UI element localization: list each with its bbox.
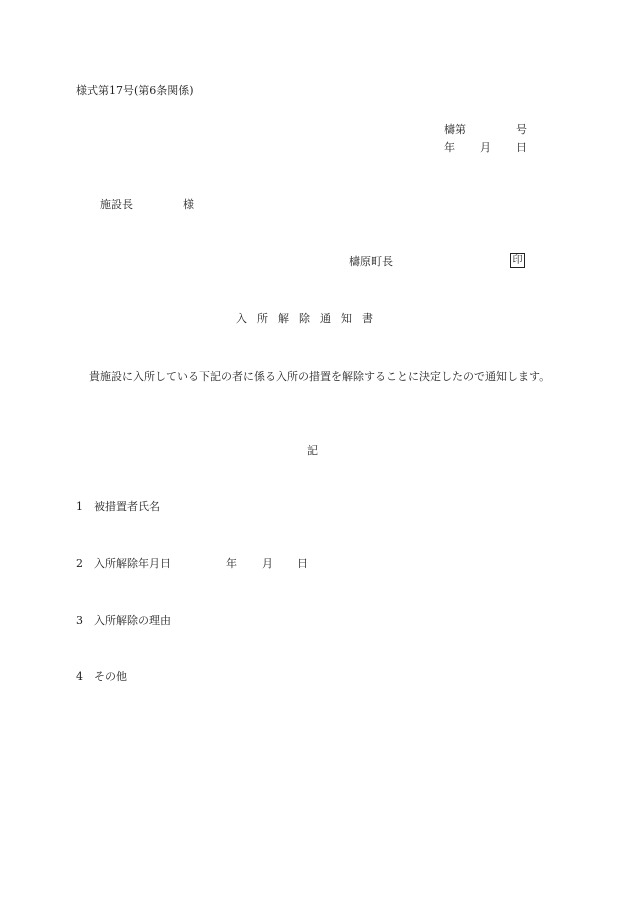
item-subject-name: 1 被措置者氏名 [76, 500, 160, 513]
item-release-date-day: 日 [297, 557, 308, 570]
item-other: 4 その他 [76, 670, 127, 683]
item-release-date-year: 年 [226, 557, 237, 570]
addressee-honorific: 様 [183, 198, 194, 211]
date-month-label: 月 [480, 141, 491, 154]
document-title: 入所解除通知書 [236, 312, 383, 325]
date-day-label: 日 [516, 141, 527, 154]
body-paragraph: 貴施設に入所している下記の者に係る入所の措置を解除することに決定したので通知します。 [89, 370, 551, 383]
item-release-date-month: 月 [262, 557, 273, 570]
reference-number-prefix: 檮第 [444, 123, 466, 136]
item-release-date: 2 入所解除年月日 [76, 557, 171, 570]
item-release-reason: 3 入所解除の理由 [76, 614, 171, 627]
sender-name: 檮原町長 [349, 255, 393, 268]
form-number: 様式第17号(第6条関係) [76, 84, 194, 97]
date-year-label: 年 [444, 141, 455, 154]
addressee-label: 施設長 [100, 198, 133, 211]
ki-heading: 記 [307, 444, 318, 457]
seal-box: 印 [510, 253, 525, 268]
reference-number-suffix: 号 [516, 123, 527, 136]
